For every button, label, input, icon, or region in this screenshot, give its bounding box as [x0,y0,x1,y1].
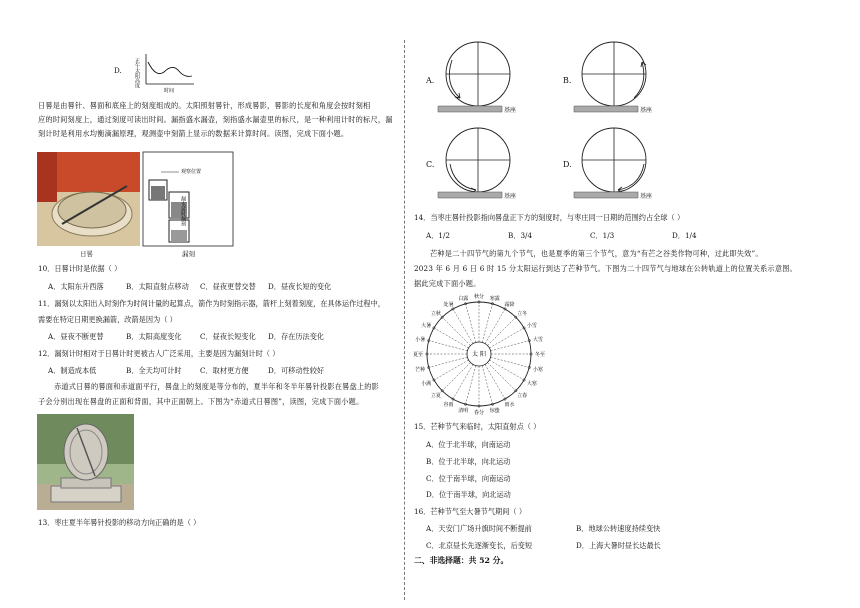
q14-option-a: A．1/2 [426,231,450,240]
term-label: 霜降 [504,301,515,308]
term-label: 秋分 [473,294,485,300]
term-label: 冬至 [534,352,546,358]
term-label: 小满 [421,381,432,387]
term-label: 大暑 [421,323,432,329]
column-divider [404,40,405,600]
term-label: 芒种 [415,367,426,374]
term-label: 立冬 [517,310,528,317]
intro-paragraph-2 [38,382,379,406]
q13-option-a: A. [426,76,435,85]
water-label: 漏水延时漏刻 [180,196,186,226]
term-ray [434,328,469,348]
sundial-caption: 日晷 [80,250,93,258]
sun-label: 太 阳 [472,351,486,358]
q16-option-b: B．地球公转速度持续变快 [576,524,661,533]
question-13: 13．枣庄夏半年晷针投影的移动方向正确的是（ ） [38,518,201,527]
q12-option-d: D．可移动性较好 [268,366,325,375]
q13-option-d: D. [563,160,572,169]
term-ray [487,317,515,345]
q13-option-b: B. [563,76,572,85]
term-ray [442,362,470,390]
sundial-photo [37,152,140,246]
term-ray [453,309,473,344]
term-ray [429,341,468,351]
question-14: 14．当枣庄晷针投影指向晷盘正下方的刻度时，与枣庄同一日期的范围约占全球（ ） [414,213,685,222]
q13-diagram-a [436,40,556,118]
equatorial-sundial-photo [37,414,134,510]
q14-option-b: B．3/4 [508,231,533,240]
term-ray [466,304,476,343]
q11-option-d: D．存在历法变化 [268,332,325,341]
q15-option-d: D．位于南半球，向北运动 [426,490,511,499]
q15-option-b: B．位于北半球，向北运动 [426,457,511,466]
term-label: 立秋 [430,310,441,317]
term-label: 小暑 [415,336,426,343]
q12-option-b: B．全天均可计时 [126,366,182,375]
q11-option-b: B．太阳高度变化 [126,332,182,341]
question-16: 16．芒种节气至大暑节气期间（ ） [414,507,527,516]
option-d-ylabel: 正午太阳高度 [134,58,140,88]
base-label: 基座 [640,107,653,114]
question-10: 10．日晷计时是依据（ ） [38,264,122,273]
intro-line: 2023 年 6 月 6 日 6 时 15 分太阳运行到达了芒种节气。下图为二十四节气与地球在公转轨道上的位置关系示意图。 [414,264,797,273]
q13-diagram-c [436,126,556,204]
q16-option-d: D．上海大暑时昼长达最长 [576,541,661,550]
term-ray [491,357,530,367]
observation-label: 观察位置 [181,169,202,175]
intro-line: 刻计时是利用水均衡滴漏原理，观测壶中刻箭上显示的数据来计算时间。读图，完成下面小题。 [38,129,349,138]
q13-option-c: C. [426,160,435,169]
term-ray [485,309,505,344]
q11-option-a: A．昼夜不断更替 [48,332,104,341]
term-label: 寒露 [489,295,500,302]
question-11-line1: 11．漏刻以太阳出入时刻作为时间计量的起算点，箭作为时刻指示器，箭杆上刻着刻度，在具体运作过程中， [38,299,385,308]
term-label: 小雪 [526,323,537,329]
q16-option-a: A．天安门广场升旗时间不断提前 [426,524,532,533]
term-ray [489,328,524,348]
term-label: 立夏 [430,393,441,400]
section-2-heading: 二、非选择题：共 52 分。 [414,556,509,565]
option-d-chart [136,50,196,94]
question-11-line2: 需要在特定日期更换漏箭，改箭是因为（ ） [38,315,177,324]
base-label: 基座 [640,193,653,200]
term-ray [485,364,505,399]
term-ray [466,366,476,405]
q13-diagram-b [572,40,692,118]
question-15: 15．芒种节气来临时，太阳直射点（ ） [414,422,541,431]
term-label: 处暑 [443,301,454,308]
intro-paragraph-1 [38,101,393,138]
intro-line: 日晷是由晷针、晷面和底座上的刻度组成的。太阳照射晷针，形成晷影，晷影的长度和角度会按时刻相 [38,101,371,110]
term-label: 春分 [473,410,485,416]
q12-option-c: C．取材更方便 [200,366,249,375]
term-ray [482,304,492,343]
term-ray [434,360,469,380]
term-ray [453,364,473,399]
term-ray [491,341,530,351]
q10-option-b: B．太阳直射点移动 [126,282,189,291]
q10-option-c: C．昼夜更替交替 [200,282,256,291]
term-ray [442,317,470,345]
term-label: 惊蛰 [489,408,500,415]
water-clock-diagram [143,152,233,246]
q11-option-c: C．昼夜长短变化 [200,332,256,341]
base-label: 基座 [504,193,517,200]
question-12: 12．漏刻计时相对于日晷计时更被古人广泛采用，主要是因为漏刻计时（ ） [38,349,280,358]
term-label: 大寒 [526,381,537,387]
term-ray [487,362,515,390]
option-d-xlabel: 时间 [164,88,175,94]
q16-option-c: C．北京昼长先逐渐变长，后变短 [426,541,533,550]
solar-terms-diagram [408,294,554,416]
q15-option-c: C．位于南半球，向南运动 [426,474,511,483]
intro-line: 芒种是二十四节气的第九个节气，也是夏季的第三个节气，意为“有芒之谷类作物可种，过此即失效”。 [430,249,763,258]
term-ray [482,366,492,405]
q14-option-d: D．1/4 [672,231,697,240]
intro-line: 赤道式日晷的晷面和赤道面平行，晷盘上的刻度是等分布的，夏半年和冬半年晷针投影在晷盘上的影 [54,382,380,391]
q15-option-a: A．位于北半球，向南运动 [426,440,511,449]
intro-line: 据此完成下面小题。 [414,279,481,288]
base-label: 基座 [504,107,517,114]
term-label: 小寒 [532,367,543,374]
q10-option-d: D．昼夜长短的变化 [268,282,332,291]
term-ray [489,360,524,380]
q13-diagram-d [572,126,692,204]
term-label: 大雪 [532,336,543,343]
term-label: 谷雨 [443,402,454,409]
intro-paragraph-3 [414,249,797,288]
term-label: 夏至 [412,352,424,358]
q14-option-c: C．1/3 [590,231,615,240]
term-label: 清明 [458,408,469,415]
term-label: 白露 [458,295,469,302]
q10-option-a: A．太阳东升西落 [48,282,104,291]
term-ray [429,357,468,367]
water-clock-caption: 漏刻 [182,250,195,258]
term-label: 立春 [517,393,528,400]
term-label: 雨水 [504,402,515,409]
q12-option-a: A．制造成本低 [48,366,97,375]
intro-line: 子会分别出现在晷盘的正面和背面，其中正面朝上。下图为“赤道式日晷图”，读图，完成下面小题。 [38,397,364,406]
option-d-label: D. [114,66,122,75]
intro-line: 应的时间刻度上，通过刻度可读出时间。漏指盛水漏壶，刻指盛水漏壶里的标尺，是一种利用计时的标尺，漏 [38,115,393,124]
